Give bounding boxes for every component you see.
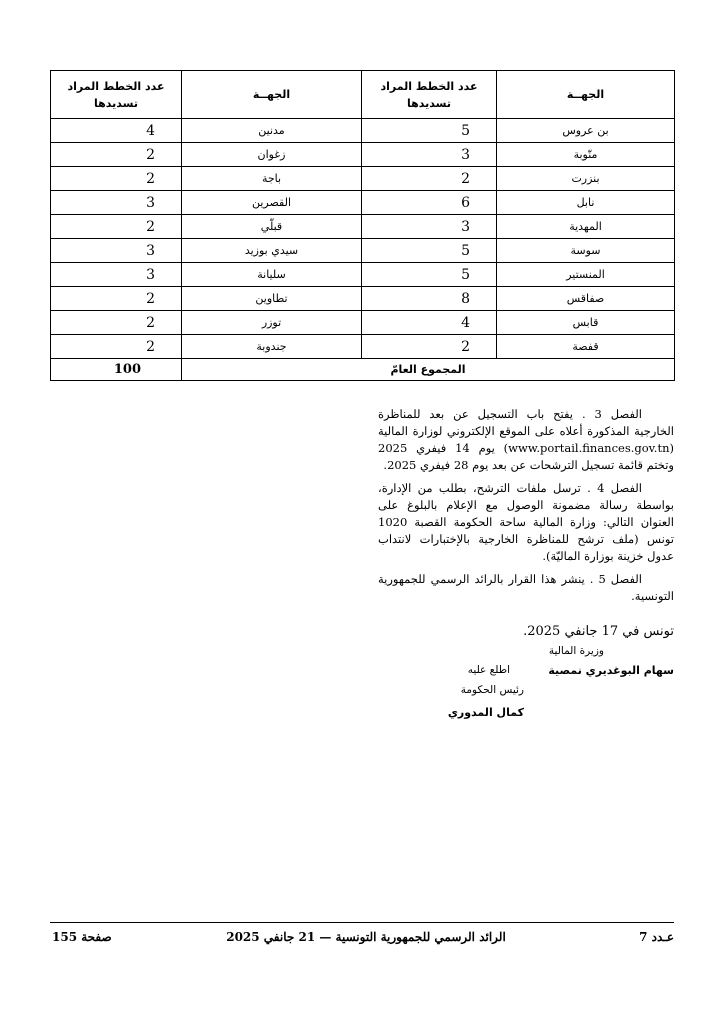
count-cell: 2: [51, 311, 182, 335]
count-cell: 2: [51, 215, 182, 239]
count-cell: 5: [362, 263, 497, 287]
count-cell: 5: [362, 119, 497, 143]
region-cell: بن عروس: [497, 119, 675, 143]
region-cell: سيدي بوزيد: [182, 239, 362, 263]
region-cell: قبلّي: [182, 215, 362, 239]
region-cell: المنستير: [497, 263, 675, 287]
count-cell: 3: [362, 143, 497, 167]
header-region: الجهــة: [182, 71, 362, 119]
region-cell: باجة: [182, 167, 362, 191]
issue-number: عـدد 7: [639, 930, 674, 944]
total-label: المجموع العامّ: [182, 359, 675, 381]
region-cell: القصرين: [182, 191, 362, 215]
region-cell: صفاقس: [497, 287, 675, 311]
count-cell: 3: [362, 215, 497, 239]
pm-name: كمال المدوري: [447, 706, 524, 719]
count-cell: 2: [51, 143, 182, 167]
table-row: [51, 143, 675, 167]
article-3: الفصل 3 . يفتح باب التسجيل عن بعد للمناظرة الخارجية المذكورة أعلاه على الموقع الإلكتروني لوزارة المالية (www.portail.finances.gov.tn) يوم 14 فيفري 2025 وتختم قائمة تسجيل الترشحات عن بعد يوم 28 فيفري 2025.: [378, 407, 674, 472]
article-4: الفصل 4 . ترسل ملفات الترشح، بطلب من الإدارة، بواسطة رسالة مضمونة الوصول مع الإعلام بالبلوغ على العنوان التالي: وزارة المالية ساحة الحكومة القصبة 1020 تونس (ملف ترشح للمناظرة الخارجية بالإختبارات لانتداب عدول خزينة بوزارة الماليّة).: [378, 481, 674, 563]
minister-title: وزيرة المالية: [548, 645, 604, 657]
table-row: [51, 287, 675, 311]
region-cell: قفصة: [497, 335, 675, 359]
page-number: صفحة 155: [52, 930, 112, 944]
region-cell: جندوبة: [182, 335, 362, 359]
header-region: الجهــة: [497, 71, 675, 119]
count-cell: 5: [362, 239, 497, 263]
table-row: [51, 215, 675, 239]
region-cell: بنزرت: [497, 167, 675, 191]
region-cell: تطاوين: [182, 287, 362, 311]
article-5: الفصل 5 . ينشر هذا القرار بالرائد الرسمي للجمهورية التونسية.: [378, 572, 674, 603]
region-cell: سوسة: [497, 239, 675, 263]
count-cell: 2: [51, 335, 182, 359]
region-cell: المهدية: [497, 215, 675, 239]
header-count: عدد الخطط المراد تسديدها: [51, 71, 182, 119]
region-cell: قابس: [497, 311, 675, 335]
region-cell: توزر: [182, 311, 362, 335]
count-cell: 8: [362, 287, 497, 311]
count-cell: 3: [51, 191, 182, 215]
regions-table: [50, 70, 675, 381]
table-row: [51, 335, 675, 359]
count-cell: 4: [51, 119, 182, 143]
table-row: [51, 311, 675, 335]
total-row: [51, 359, 675, 381]
count-cell: 4: [362, 311, 497, 335]
region-cell: منّوبة: [497, 143, 675, 167]
table-row: [51, 263, 675, 287]
seen-label: اطلع عليه: [467, 664, 510, 676]
count-cell: 2: [51, 167, 182, 191]
table-row: [51, 119, 675, 143]
table-header-row: [51, 71, 675, 119]
count-cell: 2: [362, 335, 497, 359]
count-cell: 2: [362, 167, 497, 191]
journal-title: الرائد الرسمي للجمهورية التونسية — 21 جانفي 2025: [226, 930, 506, 944]
total-value: 100: [51, 359, 182, 381]
pm-title: رئيس الحكومة: [460, 684, 524, 696]
table-row: [51, 167, 675, 191]
region-cell: نابل: [497, 191, 675, 215]
region-cell: زغوان: [182, 143, 362, 167]
table-row: [51, 239, 675, 263]
count-cell: 2: [51, 287, 182, 311]
region-cell: مدنين: [182, 119, 362, 143]
articles-section: [378, 406, 674, 611]
place-date: تونس في 17 جانفي 2025.: [523, 624, 674, 639]
table-row: [51, 191, 675, 215]
minister-name: سهام البوغديري نمصية: [548, 664, 674, 677]
count-cell: 6: [362, 191, 497, 215]
header-count: عدد الخطط المراد تسديدها: [362, 71, 497, 119]
count-cell: 3: [51, 263, 182, 287]
region-cell: سليانة: [182, 263, 362, 287]
table-body: [51, 119, 675, 381]
footer-divider: [50, 922, 674, 923]
count-cell: 3: [51, 239, 182, 263]
